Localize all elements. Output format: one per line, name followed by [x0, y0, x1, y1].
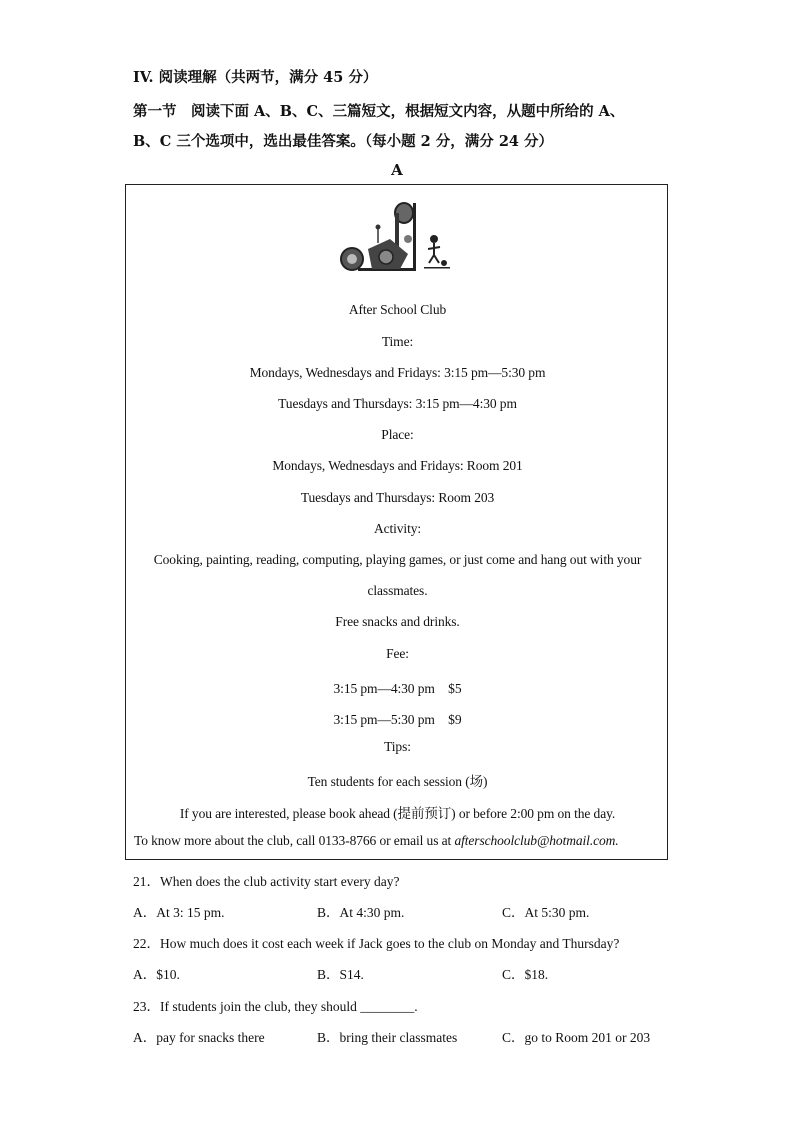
question-23: 23．If students join the club, they should ________.	[133, 999, 418, 1014]
tips-label: Tips:	[384, 739, 411, 754]
question-23-option-a: A．pay for snacks there	[133, 1030, 265, 1045]
question-23-option-b: B．bring their classmates	[317, 1030, 458, 1045]
place-line-1: Mondays, Wednesdays and Fridays: Room 201	[272, 458, 523, 473]
instructions-line-1: 第一节 阅读下面 A、B、C、三篇短文，根据短文内容，从题中所给的 A、	[133, 103, 625, 120]
question-22: 22．How much does it cost each week if Jack goes to the club on Monday and Thursday?	[133, 936, 620, 951]
contact-text: To know more about the club, call 0133-8766 or email us at	[134, 833, 455, 848]
activity-line-1: Cooking, painting, reading, computing, playing games, or just come and hang out with your	[153, 552, 642, 567]
place-line-2: Tuesdays and Thursdays: Room 203	[300, 490, 495, 505]
question-21: 21．When does the club activity start every day?	[133, 874, 400, 889]
instructions-line-2: B、C 三个选项中，选出最佳答案。（每小题 2 分，满分 24 分）	[133, 133, 554, 150]
tips-line-2: If you are interested, please book ahead (提前预订) or before 2:00 pm on the day.	[179, 806, 616, 821]
contact-line	[126, 833, 669, 849]
advertisement-box	[125, 184, 668, 860]
fee-label: Fee:	[386, 646, 409, 661]
question-21-option-b: B．At 4:30 pm.	[317, 905, 405, 920]
tips-line-1: Ten students for each session (场)	[307, 774, 488, 789]
question-22-option-b: B．S14.	[317, 967, 364, 982]
ad-title: After School Club	[348, 302, 447, 317]
place-label: Place:	[381, 427, 414, 442]
time-line-1: Mondays, Wednesdays and Fridays: 3:15 pm—5:30 pm	[249, 365, 546, 380]
club-logo-illustration	[338, 199, 456, 289]
activity-line-3: Free snacks and drinks.	[335, 614, 460, 629]
question-22-option-c: C．$18.	[502, 967, 549, 982]
section-heading: IV. 阅读理解（共两节，满分 45 分）	[133, 69, 378, 86]
question-22-option-a: A．$10.	[133, 967, 180, 982]
question-21-option-c: C．At 5:30 pm.	[502, 905, 590, 920]
question-23-option-c: C．go to Room 201 or 203	[502, 1030, 651, 1045]
passage-label: A	[391, 161, 403, 179]
time-line-2: Tuesdays and Thursdays: 3:15 pm—4:30 pm	[278, 396, 517, 411]
contact-email: afterschoolclub@hotmail.com.	[454, 833, 619, 848]
activity-label: Activity:	[373, 521, 422, 536]
time-label: Time:	[381, 334, 414, 349]
question-21-option-a: A．At 3: 15 pm.	[133, 905, 225, 920]
activity-line-2: classmates.	[367, 583, 428, 598]
fee-line-2: 3:15 pm—5:30 pm $9	[333, 712, 462, 727]
fee-line-1: 3:15 pm—4:30 pm $5	[333, 681, 462, 696]
